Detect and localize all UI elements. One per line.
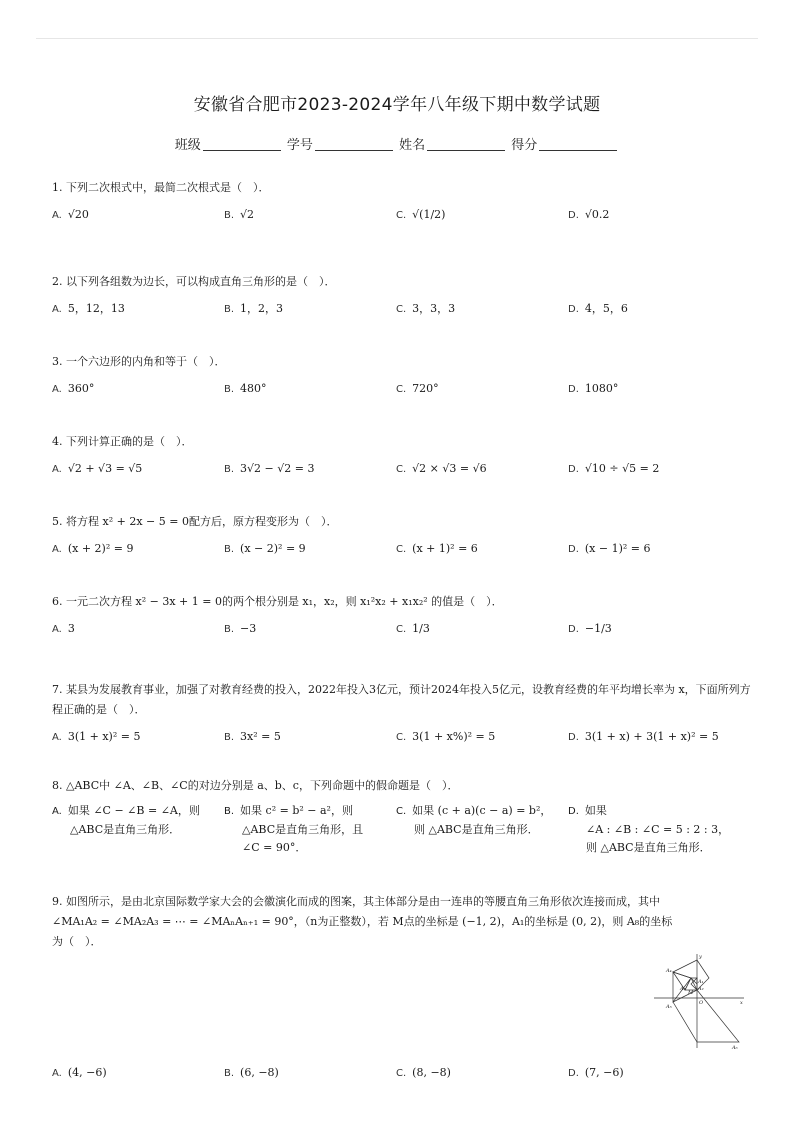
id-blank[interactable] [315, 136, 393, 151]
option-a[interactable] [52, 300, 125, 319]
question-text: 下列二次根式中，最简二次根式是（ ）． [66, 181, 270, 194]
option-d[interactable] [568, 460, 659, 479]
name-blank[interactable] [427, 136, 505, 151]
option-line: △ABC是直角三角形． [70, 823, 181, 836]
option-label: D. [568, 464, 579, 475]
question-text: 将方程 x² + 2x − 5 = 0配方后，原方程变形为（ ）． [66, 515, 338, 528]
option-line: △ABC是直角三角形，且 [242, 823, 364, 836]
option-c[interactable] [396, 620, 430, 639]
option-text: 3(1 + x)² = 5 [67, 730, 141, 743]
option-a[interactable] [52, 540, 133, 559]
question-number: 3. [52, 355, 63, 368]
option-label: D. [568, 544, 579, 555]
question-number: 5. [52, 515, 63, 528]
option-b[interactable] [224, 620, 256, 639]
option-label: D. [568, 304, 579, 315]
label-y: y [699, 954, 702, 960]
label-x: x [740, 1000, 743, 1006]
option-text: 360° [67, 382, 95, 395]
option-text: 480° [240, 382, 267, 395]
option-d[interactable] [568, 380, 618, 399]
question-text: 一元二次方程 x² − 3x + 1 = 0的两个根分别是 x₁，x₂，则 x₁²x₂ + x₁x₂² 的值是（ ）． [66, 595, 503, 608]
option-label: B. [224, 384, 235, 395]
option-text: 4，5，6 [584, 302, 628, 315]
options-row [52, 802, 752, 862]
option-label: A. [52, 624, 62, 635]
options-row [52, 620, 752, 650]
option-text: (8, −8) [412, 1066, 451, 1079]
option-line: 如果 ∠C − ∠B = ∠A，则 [67, 804, 200, 817]
option-text: 3x² = 5 [240, 730, 281, 743]
option-text: (7, −6) [584, 1066, 624, 1079]
option-b[interactable] [224, 1064, 279, 1083]
options-row [52, 206, 752, 236]
question-9 [52, 892, 752, 952]
label-a1: A₁ [698, 979, 704, 985]
option-text: (x + 1)² = 6 [412, 542, 478, 555]
option-text: √2 [240, 208, 255, 221]
option-label: A. [52, 544, 62, 555]
option-label: C. [396, 1068, 407, 1079]
spiral-triangle-figure [650, 950, 746, 1050]
question-2 [52, 272, 752, 330]
question-stem [52, 272, 752, 292]
question-text-line-3: 为（ ）． [52, 935, 102, 948]
score-blank[interactable] [539, 136, 617, 151]
option-text: 3√2 − √2 = 3 [240, 462, 315, 475]
label-m: M [688, 990, 694, 996]
class-blank[interactable] [203, 136, 281, 151]
option-d[interactable] [568, 540, 651, 559]
question-stem [52, 178, 752, 198]
option-label: C. [396, 544, 407, 555]
label-a4: A₄ [666, 968, 672, 974]
option-text: √20 [67, 208, 89, 221]
option-text: 5，12，13 [67, 302, 125, 315]
question-stem [52, 776, 752, 796]
option-d[interactable] [568, 802, 748, 857]
option-text: 1/3 [412, 622, 430, 635]
option-label: A. [52, 304, 62, 315]
question-text: △ABC中 ∠A、∠B、∠C的对边分别是 a、b、c，下列命题中的假命题是（ ）． [66, 779, 459, 792]
option-text: (x − 2)² = 9 [240, 542, 306, 555]
option-a[interactable] [52, 1064, 107, 1083]
option-label: D. [568, 732, 579, 743]
option-text: (6, −8) [240, 1066, 279, 1079]
option-label: C. [396, 304, 407, 315]
option-text: (4, −6) [67, 1066, 107, 1079]
question-8 [52, 776, 752, 862]
option-line: ∠A : ∠B : ∠C = 5 : 2 : 3， [586, 823, 730, 836]
option-text: 3，3，3 [412, 302, 456, 315]
option-d[interactable] [568, 300, 628, 319]
question-stem [52, 352, 752, 372]
option-a[interactable] [52, 802, 212, 839]
options-row [52, 380, 752, 410]
option-c[interactable] [396, 300, 455, 319]
label-a5: A₅ [666, 1004, 672, 1010]
option-text: 1080° [584, 382, 619, 395]
option-label: B. [224, 464, 235, 475]
option-label: C. [396, 210, 407, 221]
options-row [52, 460, 752, 490]
option-label: B. [224, 806, 235, 817]
option-label: C. [396, 464, 407, 475]
question-stem [52, 892, 752, 912]
option-line: 则 △ABC是直角三角形． [414, 823, 539, 836]
class-label: 班级 [174, 138, 201, 153]
option-c[interactable] [396, 460, 487, 479]
option-text: 720° [412, 382, 439, 395]
question-1 [52, 178, 752, 236]
option-text: −1/3 [584, 622, 612, 635]
option-label: A. [52, 210, 62, 221]
label-a6: A₆ [732, 1045, 738, 1050]
option-label: B. [224, 304, 235, 315]
option-label: D. [568, 384, 579, 395]
option-a[interactable] [52, 380, 94, 399]
question-text: 以下列各组数为边长，可以构成直角三角形的是（ ）． [66, 275, 336, 288]
option-c[interactable] [396, 1064, 451, 1083]
option-d[interactable] [568, 1064, 624, 1083]
option-a[interactable] [52, 620, 75, 639]
id-label: 学号 [286, 138, 313, 153]
option-label: A. [52, 732, 62, 743]
header-rule [36, 38, 758, 39]
question-text-line-2: ∠MA₁A₂ = ∠MA₂A₃ = ⋯ = ∠MAₙAₙ₊₁ = 90°，（n为正整数），若 M点的坐标是 (−1, 2)，A₁的坐标是 (0, 2)，则 A₈的坐标 [52, 915, 673, 928]
question-stem [52, 432, 752, 452]
option-label: B. [224, 732, 235, 743]
option-line: 如果 (c + a)(c − a) = b²， [412, 804, 552, 817]
option-b[interactable] [224, 802, 384, 857]
options-row [52, 1064, 752, 1094]
student-info-line [0, 134, 794, 153]
option-b[interactable] [224, 380, 267, 399]
option-text: √2 + √3 = √5 [67, 462, 143, 475]
question-number: 8. [52, 779, 63, 792]
options-row [52, 540, 752, 570]
question-stem [52, 592, 752, 612]
question-3 [52, 352, 752, 410]
option-label: A. [52, 464, 62, 475]
option-label: B. [224, 624, 235, 635]
options-row [52, 300, 752, 330]
option-text: (x − 1)² = 6 [584, 542, 651, 555]
option-label: D. [568, 1068, 579, 1079]
option-label: B. [224, 1068, 235, 1079]
option-b[interactable] [224, 728, 281, 747]
option-label: C. [396, 806, 407, 817]
option-d[interactable] [568, 206, 609, 225]
option-text: √10 ÷ √5 = 2 [584, 462, 660, 475]
option-label: B. [224, 544, 235, 555]
question-number: 4. [52, 435, 63, 448]
option-line: 则 △ABC是直角三角形． [586, 841, 711, 854]
option-c[interactable] [396, 802, 556, 839]
option-a[interactable] [52, 460, 142, 479]
score-label: 得分 [511, 138, 538, 153]
option-text: √2 × √3 = √6 [412, 462, 487, 475]
question-4 [52, 432, 752, 490]
option-text: 1，2，3 [240, 302, 284, 315]
option-c[interactable] [396, 206, 445, 225]
option-c[interactable] [396, 380, 439, 399]
option-text: −3 [240, 622, 257, 635]
option-label: A. [52, 384, 62, 395]
question-text: 下列计算正确的是（ ）． [66, 435, 193, 448]
option-a[interactable] [52, 728, 140, 747]
option-label: B. [224, 210, 235, 221]
option-text: √(1/2) [412, 208, 446, 221]
option-text: (x + 2)² = 9 [67, 542, 134, 555]
page-title: 安徽省合肥市2023-2024学年八年级下期中数学试题 [193, 95, 601, 115]
question-number: 1. [52, 181, 63, 194]
option-text: 3(1 + x) + 3(1 + x)² = 5 [584, 730, 719, 743]
question-9-options [52, 1056, 752, 1094]
option-text: 3 [67, 622, 75, 635]
option-line: ∠C = 90°． [242, 841, 307, 854]
option-b[interactable] [224, 540, 306, 559]
option-line: 如果 c² = b² − a²，则 [240, 804, 353, 817]
option-c[interactable] [396, 540, 478, 559]
option-text: √0.2 [584, 208, 610, 221]
label-origin: O [699, 1000, 704, 1006]
question-number: 6. [52, 595, 63, 608]
question-5 [52, 512, 752, 570]
option-b[interactable] [224, 460, 314, 479]
question-number: 9. [52, 895, 63, 908]
option-label: C. [396, 624, 407, 635]
question-text: 如图所示，是由北京国际数学家大会的会徽演化而成的图案，其主体部分是由一连串的等腰直角三角形依次连接而成，其中 [66, 895, 660, 908]
option-d[interactable] [568, 728, 719, 747]
option-d[interactable] [568, 620, 612, 639]
option-label: C. [396, 732, 407, 743]
options-row [52, 728, 752, 758]
option-c[interactable] [396, 728, 495, 747]
option-a[interactable] [52, 206, 89, 225]
label-a3: A₃ [680, 986, 686, 992]
question-text: 某县为发展教育事业，加强了对教育经费的投入，2022年投入3亿元，预计2024年投入5亿元，设教育经费的年平均增长率为 x，下面所列方程正确的是（ ）． [52, 683, 751, 716]
option-line: 如果 [584, 804, 607, 817]
question-text: 一个六边形的内角和等于（ ）． [66, 355, 226, 368]
option-label: D. [568, 624, 579, 635]
option-label: D. [568, 806, 579, 817]
option-b[interactable] [224, 206, 254, 225]
option-label: A. [52, 1068, 62, 1079]
option-label: D. [568, 210, 579, 221]
question-7 [52, 680, 752, 758]
question-6 [52, 592, 752, 650]
question-stem [52, 680, 752, 720]
question-number: 2. [52, 275, 63, 288]
label-a2: A₂ [698, 986, 704, 992]
question-stem [52, 512, 752, 532]
option-b[interactable] [224, 300, 283, 319]
option-label: C. [396, 384, 407, 395]
option-label: A. [52, 806, 62, 817]
question-number: 7. [52, 683, 63, 696]
option-text: 3(1 + x%)² = 5 [412, 730, 496, 743]
name-label: 姓名 [399, 138, 426, 153]
